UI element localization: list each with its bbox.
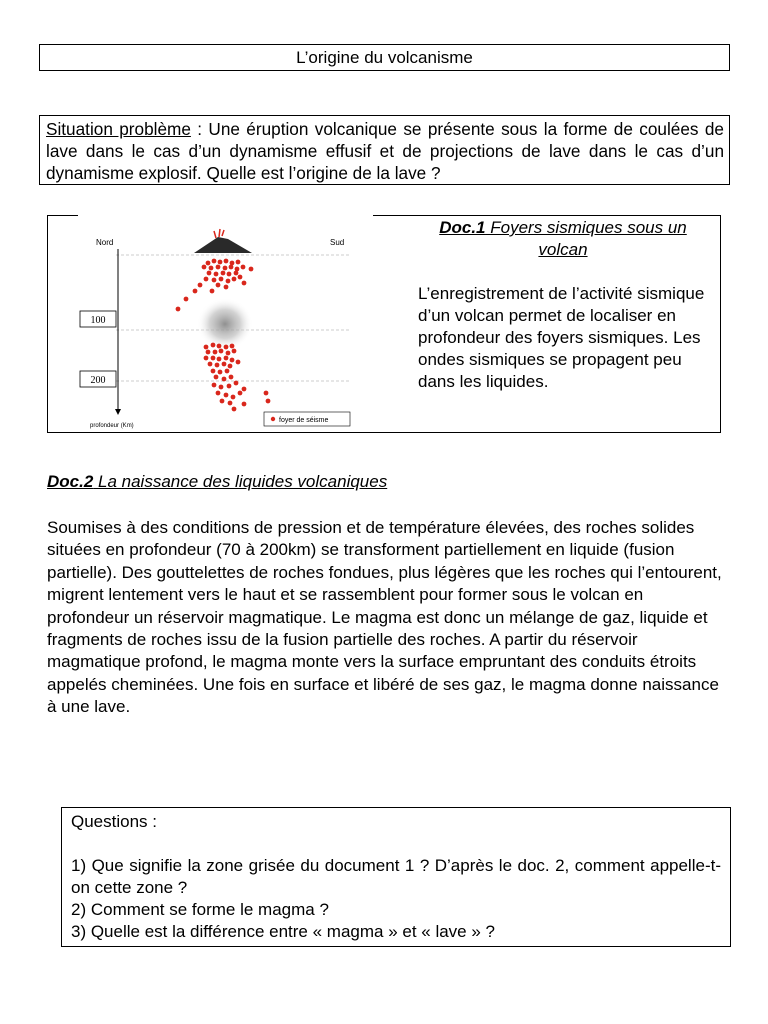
seismic-focus-dot — [224, 356, 229, 361]
seismic-focus-dot — [228, 401, 233, 406]
seismic-focus-dot — [217, 357, 222, 362]
seismic-focus-dot — [204, 356, 209, 361]
seismic-focus-dot — [229, 375, 234, 380]
seismic-focus-dot — [208, 362, 213, 367]
seismic-focus-dot — [212, 278, 217, 283]
seismic-focus-dot — [232, 277, 237, 282]
seismic-focus-dot — [227, 384, 232, 389]
seismic-focus-dot — [206, 350, 211, 355]
page-title-text: L’origine du volcanisme — [296, 48, 473, 67]
seismic-focus-dot — [235, 267, 240, 272]
seismic-focus-dot — [242, 281, 247, 286]
seismic-focus-dot — [223, 266, 228, 271]
seismic-focus-dot — [211, 369, 216, 374]
seismic-focus-dot — [234, 381, 239, 386]
doc2-title-text: La naissance des liquides volcaniques — [93, 472, 388, 491]
grey-zone — [197, 298, 253, 350]
seismic-focus-dot — [219, 349, 224, 354]
doc1-label: Doc.1 — [439, 218, 486, 237]
border-gap — [78, 214, 373, 218]
seismic-focus-dot — [219, 277, 224, 282]
seismic-focus-dot — [211, 343, 216, 348]
seismic-focus-dot — [266, 399, 271, 404]
seismic-focus-dot — [249, 267, 254, 272]
seismic-focus-dot — [221, 271, 226, 276]
seismic-focus-dot — [241, 265, 246, 270]
seismic-focus-dot — [216, 391, 221, 396]
seismic-focus-dot — [230, 261, 235, 266]
north-label: Nord — [96, 238, 114, 247]
seismic-focus-dot — [213, 350, 218, 355]
seismic-focus-dot — [217, 344, 222, 349]
depth-100-label: 100 — [90, 315, 106, 326]
seismic-focus-dot — [226, 279, 231, 284]
seismic-focus-dot — [216, 265, 221, 270]
seismic-focus-dot — [207, 271, 212, 276]
seismic-focus-dot — [224, 259, 229, 264]
page-title — [39, 44, 730, 71]
seismic-focus-dot — [232, 407, 237, 412]
seismic-focus-dot — [229, 265, 234, 270]
situation-probleme-box — [39, 115, 730, 185]
seismic-focus-dot — [184, 297, 189, 302]
seismic-focus-dot — [224, 393, 229, 398]
seismic-focus-dot — [219, 385, 224, 390]
seismic-focus-dot — [202, 265, 207, 270]
seismic-focus-dot — [228, 364, 233, 369]
seismic-focus-dot — [236, 260, 241, 265]
seismic-focus-dot — [176, 307, 181, 312]
question-2: 2) Comment se forme le magma ? — [71, 900, 329, 919]
legend-label: foyer de séisme — [279, 417, 329, 424]
seismic-focus-dot — [232, 349, 237, 354]
seismic-focus-dot — [209, 266, 214, 271]
seismic-focus-dot — [212, 383, 217, 388]
doc2-label: Doc.2 — [47, 472, 94, 491]
depth-200-label: 200 — [90, 375, 106, 386]
seismic-focus-dot — [224, 345, 229, 350]
seismic-focus-dot — [227, 272, 232, 277]
question-1: 1) Que signifie la zone grisée du document 1 ? D’après le doc. 2, comment appelle-t-on cette zone ? — [71, 856, 721, 897]
seismic-focus-dot — [226, 351, 231, 356]
questions-heading: Questions : — [71, 812, 157, 831]
seismic-focus-dot — [215, 363, 220, 368]
seismic-focus-dot — [222, 377, 227, 382]
seismic-focus-dot — [220, 399, 225, 404]
seismic-focus-dot — [198, 283, 203, 288]
situation-text: : Une éruption volcanique se présente sous la forme de coulées de lave dans le cas d’un dynamisme effusif et de projections de lave dans le cas d’un dynamisme explosif. Quelle est l’origine de la lave ? — [46, 119, 724, 183]
seismic-focus-dot — [242, 387, 247, 392]
question-3: 3) Quelle est la différence entre « magma » et « lave » ? — [71, 922, 495, 941]
seismic-focus-dot — [218, 370, 223, 375]
seismic-focus-dot — [212, 259, 217, 264]
seismic-focus-dot — [204, 277, 209, 282]
seismic-focus-dot — [225, 369, 230, 374]
seismic-focus-dot — [234, 271, 239, 276]
doc1-body: L’enregistrement de l’activité sismique d’un volcan permet de localiser en profondeur des foyers sismiques. Les ondes sismiques se propagent peu dans les liquides. — [418, 284, 705, 391]
seismic-focus-dot — [236, 360, 241, 365]
doc1-text — [418, 217, 708, 393]
seismic-focus-dot — [230, 344, 235, 349]
doc1-box — [47, 215, 721, 433]
doc2-body: Soumises à des conditions de pression et de température élevées, des roches solides situées en profondeur (70 à 200km) se transforment partiellement en liquide (fusion partielle). Des gouttelettes de roches fondues, plus légères que les roches qui l’entourent, migrent lentement vers le haut et se rassemblent pour former sous le volcan en profondeur un réservoir magmatique. Le magma est donc un mélange de gaz, liquide et fragments de roches issu de la fusion partielle des roches. A partir du réservoir magmatique profond, le magma monte vers la surface empruntant des conduits étroits appelés cheminées. Une fois en surface et libéré de ses gaz, le magma donne naissance à une lave. — [47, 518, 722, 717]
seismic-focus-dot — [204, 345, 209, 350]
seismic-focus-dot — [211, 356, 216, 361]
seismic-focus-dot — [224, 285, 229, 290]
seismic-focus-dot — [231, 395, 236, 400]
seismic-focus-dot — [264, 391, 269, 396]
seismic-focus-dot — [218, 260, 223, 265]
seismic-focus-dot — [238, 391, 243, 396]
seismic-focus-dot — [216, 283, 221, 288]
seismic-focus-dot — [238, 275, 243, 280]
seismic-focus-dot — [206, 261, 211, 266]
doc2-title — [47, 472, 387, 492]
seismic-focus-dot — [222, 362, 227, 367]
volcano-icon — [194, 237, 252, 253]
doc1-title-text: Foyers sismiques sous un volcan — [485, 218, 687, 259]
seismic-focus-dot — [242, 402, 247, 407]
seismic-focus-dot — [193, 289, 198, 294]
south-label: Sud — [330, 238, 345, 247]
situation-label: Situation problème — [46, 119, 191, 139]
eruption-icon — [214, 229, 224, 238]
seismic-focus-dot — [210, 289, 215, 294]
seismic-focus-dot — [214, 375, 219, 380]
seismic-focus-dot — [230, 358, 235, 363]
axis-arrow-icon — [115, 409, 121, 415]
doc1-title — [418, 217, 708, 261]
seismic-focus-dot — [214, 272, 219, 277]
legend-dot — [271, 417, 275, 421]
depth-axis-label: profondeur (Km) — [90, 423, 134, 429]
seismic-foci-figure — [68, 221, 358, 431]
questions-box — [61, 807, 731, 947]
